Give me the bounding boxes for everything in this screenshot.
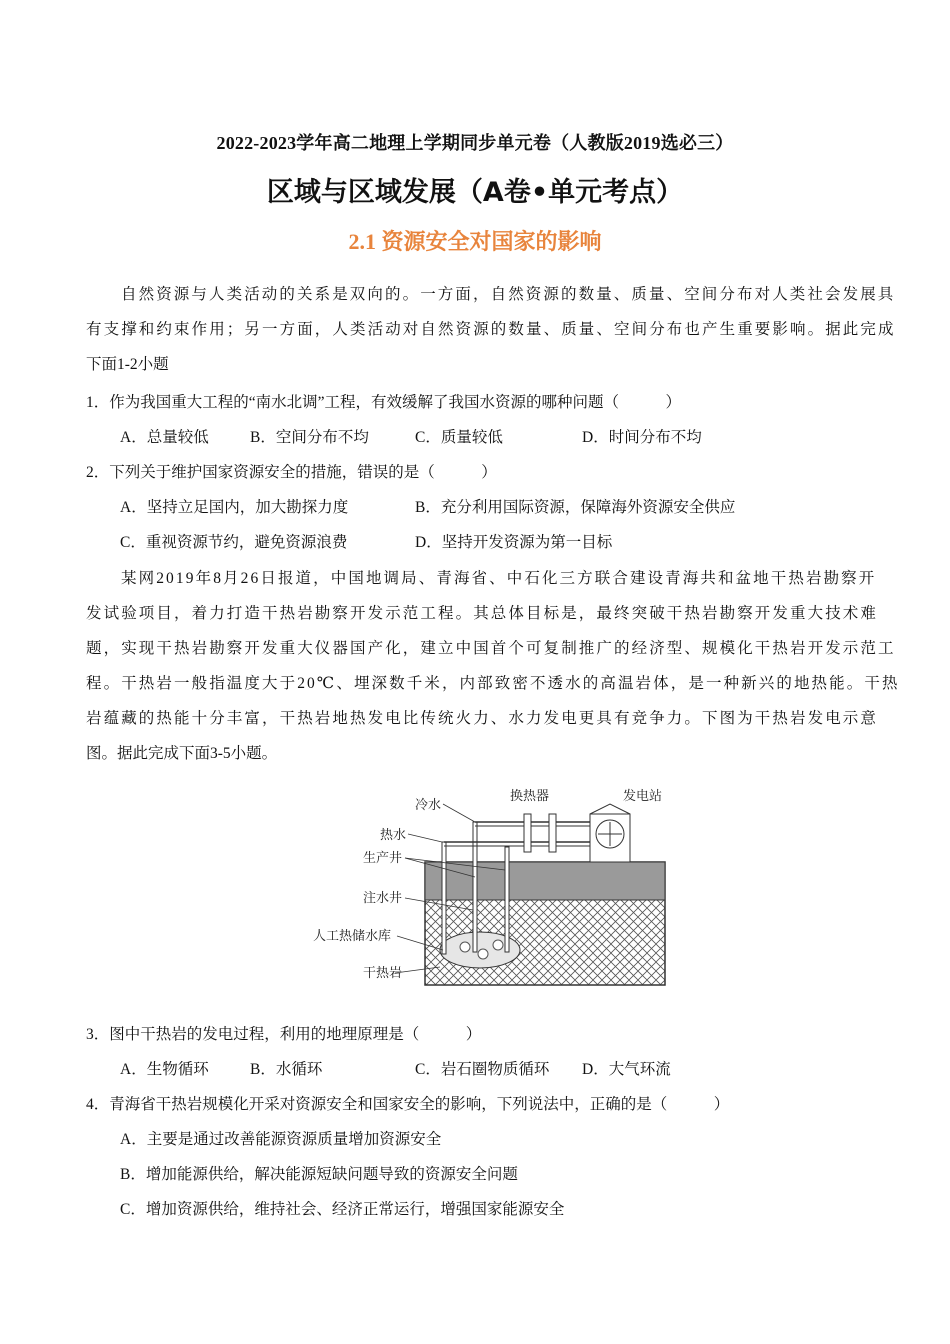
intro1-line-2: 有支撑和约束作用；另一方面，人类活动对自然资源的数量、质量、空间分布也产生重要影响。据此完成 <box>86 321 896 338</box>
intro1-line-1: 自然资源与人类活动的关系是双向的。一方面，自然资源的数量、质量、空间分布对人类社会发展具 <box>121 286 896 303</box>
label-hot-water: 热水 <box>380 828 407 843</box>
intro2-line-6: 图。据此完成下面3-5小题。 <box>86 745 278 762</box>
label-cold-water: 冷水 <box>415 798 442 813</box>
label-dry-hot-rock: 干热岩 <box>363 966 403 981</box>
question-1-option-a: A．总量较低 <box>120 429 209 446</box>
intro1-line-3: 下面1-2小题 <box>86 356 169 373</box>
question-1-stem: 1．作为我国重大工程的“南水北调”工程，有效缓解了我国水资源的哪种问题（ ） <box>86 394 682 411</box>
label-production-well: 生产井 <box>363 851 403 866</box>
question-3-option-a: A．生物循环 <box>120 1061 209 1078</box>
question-2-option-b: B．充分利用国际资源，保障海外资源安全供应 <box>415 499 736 516</box>
question-3-stem: 3．图中干热岩的发电过程，利用的地理原理是（ ） <box>86 1026 482 1043</box>
unit-title: 区域与区域发展（A卷•单元考点） <box>266 177 684 208</box>
exam-title: 2022-2023学年高二地理上学期同步单元卷（人教版2019选必三） <box>216 133 734 153</box>
question-4-option-a: A．主要是通过改善能源资源质量增加资源安全 <box>120 1131 442 1148</box>
question-2-option-a: A．坚持立足国内，加大勘探力度 <box>120 499 349 516</box>
question-3-option-d: D．大气环流 <box>582 1061 671 1078</box>
question-4-option-c: C．增加资源供给，维持社会、经济正常运行，增强国家能源安全 <box>120 1201 565 1218</box>
question-2-stem: 2．下列关于维护国家资源安全的措施，错误的是（ ） <box>86 464 497 481</box>
label-reservoir: 人工热储水库 <box>313 929 392 944</box>
section-title: 2.1 资源安全对国家的影响 <box>348 229 602 254</box>
question-1-option-c: C．质量较低 <box>415 429 503 446</box>
question-4-option-b: B．增加能源供给，解决能源短缺问题导致的资源安全问题 <box>120 1166 518 1183</box>
intro2-line-2: 发试验项目，着力打造干热岩勘察开发示范工程。其总体目标是，最终突破干热岩勘察开发重大技术难 <box>86 605 879 622</box>
label-heat-exchanger: 换热器 <box>510 789 550 804</box>
question-1-option-b: B．空间分布不均 <box>250 429 369 446</box>
dry-hot-rock-power-diagram <box>305 782 670 990</box>
label-injection-well: 注水井 <box>363 891 403 906</box>
intro2-line-5: 岩蕴藏的热能十分丰富，干热岩地热发电比传统火力、水力发电更具有竞争力。下图为干热岩发电示意 <box>86 710 879 727</box>
label-power-station: 发电站 <box>623 789 663 804</box>
question-3-option-b: B．水循环 <box>250 1061 323 1078</box>
question-2-option-d: D．坚持开发资源为第一目标 <box>415 534 613 551</box>
intro2-line-1: 某网2019年8月26日报道，中国地调局、青海省、中石化三方联合建设青海共和盆地干热岩勘察开 <box>121 570 877 587</box>
question-3-option-c: C．岩石圈物质循环 <box>415 1061 550 1078</box>
intro2-line-4: 程。干热岩一般指温度大于20℃、埋深数千米，内部致密不透水的高温岩体，是一种新兴的地热能。干热 <box>86 675 900 692</box>
question-2-option-c: C．重视资源节约，避免资源浪费 <box>120 534 348 551</box>
intro2-line-3: 题，实现干热岩勘察开发重大仪器国产化，建立中国首个可复制推广的经济型、规模化干热岩开发示范工 <box>86 640 896 657</box>
question-1-option-d: D．时间分布不均 <box>582 429 702 446</box>
question-4-stem: 4．青海省干热岩规模化开采对资源安全和国家安全的影响，下列说法中，正确的是（ ） <box>86 1096 730 1113</box>
